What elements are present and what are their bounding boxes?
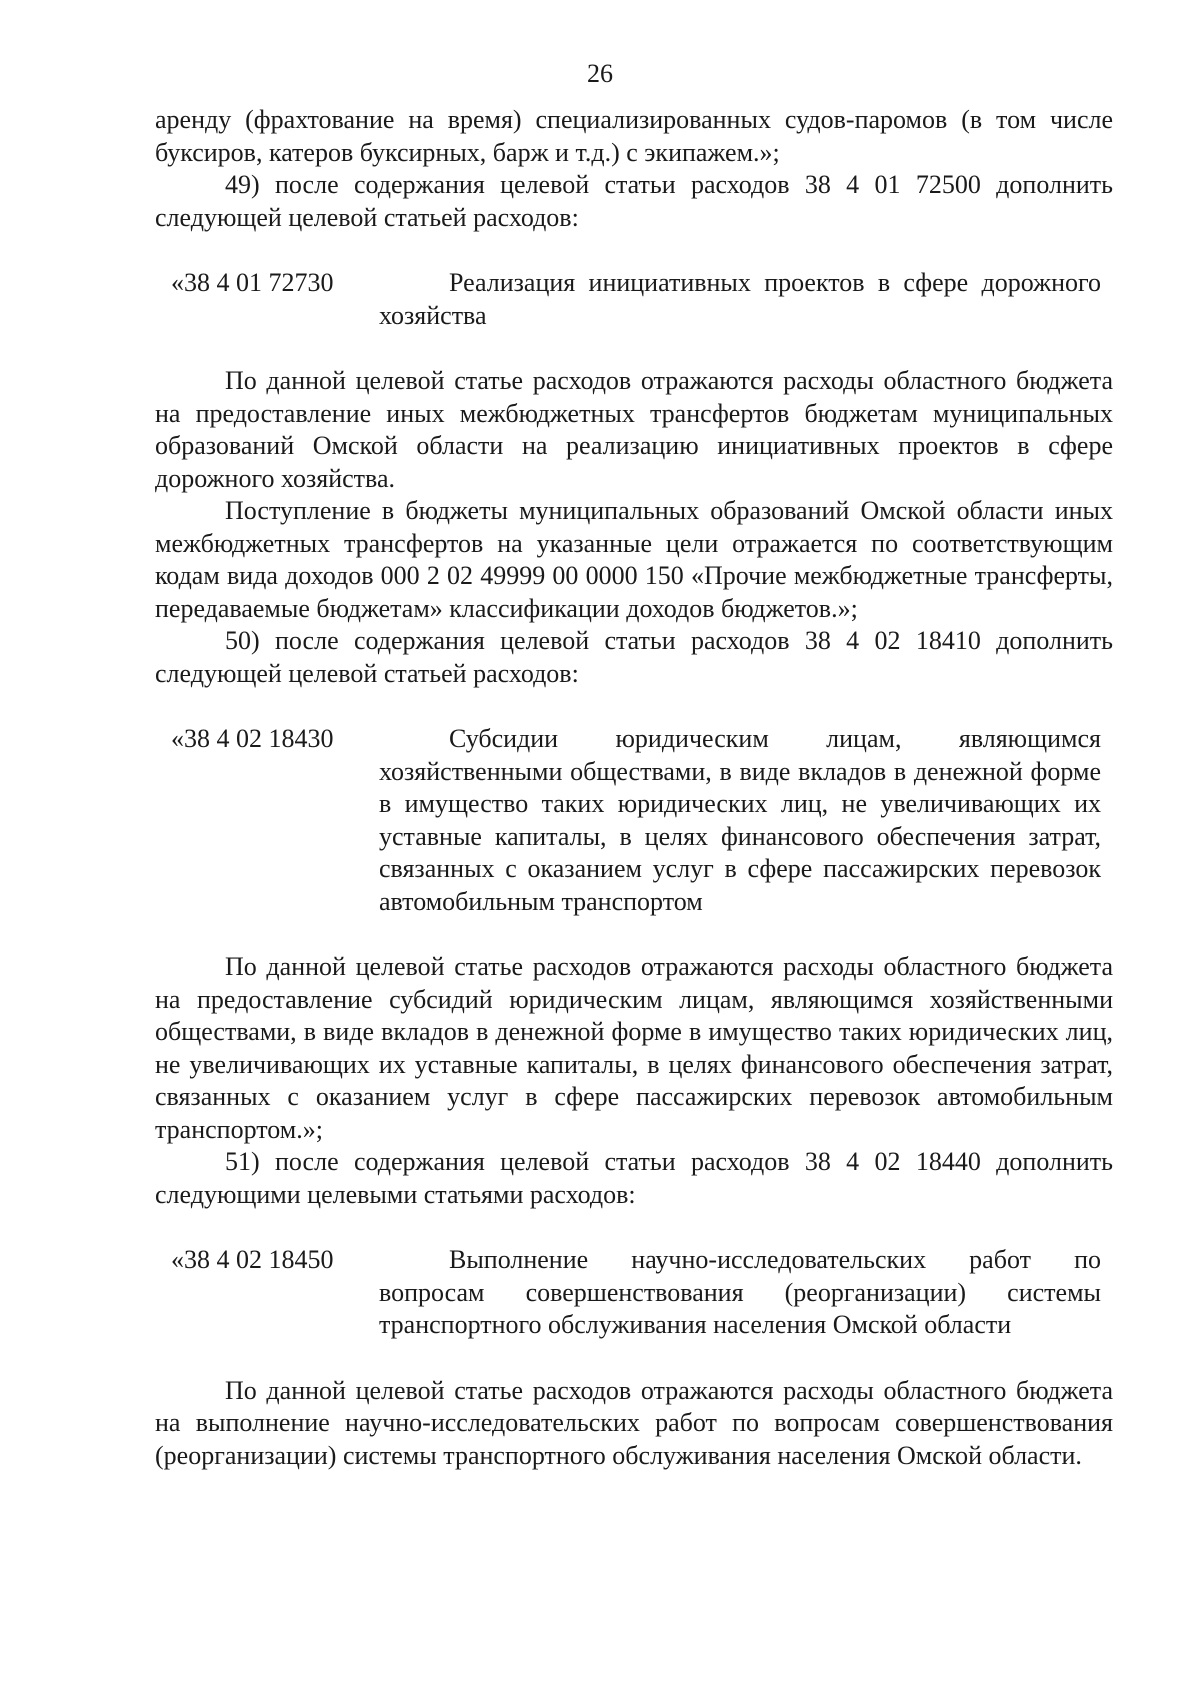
- item-50: 50) после содержания целевой статьи расходов 38 4 02 18410 дополнить следующей целевой статьей расходов:: [155, 626, 1113, 688]
- spacer: [155, 332, 1113, 365]
- page-number: 26: [587, 59, 613, 88]
- article-title: Субсидии юридическим лицам, являющимся хозяйственными обществами, в виде вкладов в денежной форме в имущество таких юридических лиц, не увеличивающих их уставные капиталы, в целях финансового обеспечения затрат, связанных с оказанием услуг в сфере пассажирских перевозок автомобильным транспортом: [379, 724, 1101, 916]
- article-code: «38 4 01 72730: [171, 268, 334, 297]
- article-title: Выполнение научно-исследовательских работ по вопросам совершенствования (реорганизации) системы транспортного обслуживания населения Омской области: [379, 1245, 1101, 1339]
- target-article-entry: [171, 267, 1101, 332]
- spacer: [155, 1342, 1113, 1375]
- income-note: Поступление в бюджеты муниципальных образований Омской области иных межбюджетных трансфертов на указанные цели отражается по соответствующим кодам вида доходов 000 2 02 49999 00 0000 150 «Прочие межбюджетные трансферты, передаваемые бюджетам» классификации доходов бюджетов.»;: [155, 496, 1113, 623]
- paragraph-continuation: аренду (фрахтование на время) специализированных судов-паромов (в том числе буксиров, катеров буксирных, барж и т.д.) с экипажем.»;: [155, 105, 1113, 167]
- article-code: «38 4 02 18450: [171, 1245, 334, 1274]
- article-description: По данной целевой статье расходов отражаются расходы областного бюджета на выполнение научно-исследовательских работ по вопросам совершенствования (реорганизации) системы транспортного обслуживания населения Омской области.: [155, 1375, 1113, 1470]
- spacer: [155, 690, 1113, 723]
- target-article-entry: [171, 723, 1101, 918]
- article-title: Реализация инициативных проектов в сфере дорожного хозяйства: [379, 268, 1101, 330]
- spacer: [155, 918, 1113, 951]
- item-51: 51) после содержания целевой статьи расходов 38 4 02 18440 дополнить следующими целевыми статьями расходов:: [155, 1147, 1113, 1209]
- document-body: [155, 104, 1113, 1472]
- article-code: «38 4 02 18430: [171, 724, 334, 753]
- item-49: 49) после содержания целевой статьи расходов 38 4 01 72500 дополнить следующей целевой статьей расходов:: [155, 170, 1113, 232]
- article-description: По данной целевой статье расходов отражаются расходы областного бюджета на предоставление субсидий юридическим лицам, являющимся хозяйственными обществами, в виде вкладов в денежной форме в имущество таких юридических лиц, не увеличивающих их уставные капиталы, в целях финансового обеспечения затрат, связанных с оказанием услуг в сфере пассажирских перевозок автомобильным транспортом.»;: [155, 952, 1113, 1144]
- target-article-entry: [171, 1244, 1101, 1342]
- spacer: [155, 234, 1113, 267]
- spacer: [155, 1211, 1113, 1244]
- article-description: По данной целевой статье расходов отражаются расходы областного бюджета на предоставление иных межбюджетных трансфертов бюджетам муниципальных образований Омской области на реализацию инициативных проектов в сфере дорожного хозяйства.: [155, 366, 1113, 493]
